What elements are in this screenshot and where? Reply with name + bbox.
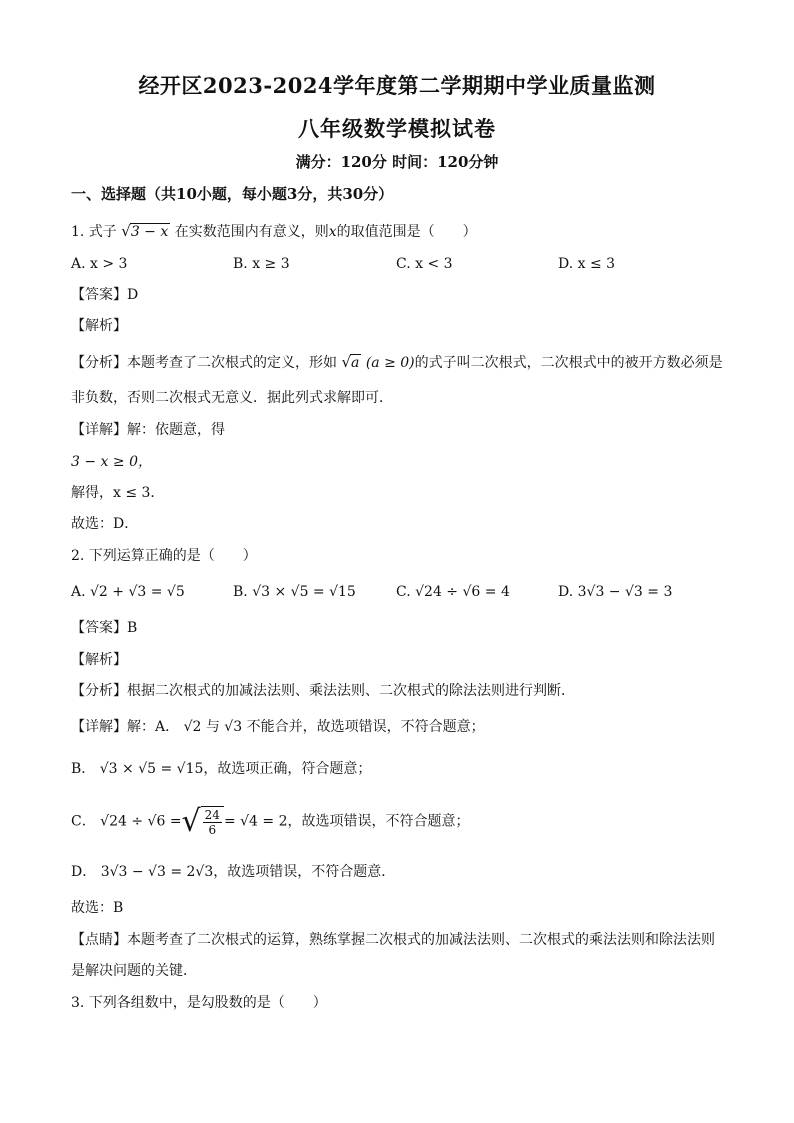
q2-line-b	[71, 759, 371, 779]
q2-stem: 2. 下列运算正确的是（ ）	[71, 548, 257, 564]
q2-line-c-math2: = √4 = 2	[223, 813, 288, 830]
q2-line-b-prefix: B．	[71, 761, 96, 777]
sqrt-symbol: √	[121, 222, 131, 240]
q1-fenxi-line2: 非负数，否则二次根式无意义．据此列式求解即可．	[71, 390, 393, 406]
q2-line-d-math: 3√3 − √3 = 2√3	[100, 864, 214, 880]
q2-option-d: D. 3√3 − √3 = 3	[558, 584, 673, 600]
q2-line-d	[71, 862, 395, 882]
q2-dianjing-text-a: 本题考查了二次根式的运算，熟练掌握二次根式的加减法法则、二次根式的乘法法则和除法法则	[127, 932, 715, 948]
q1-option-b: B. x ≥ 3	[233, 256, 290, 272]
sqrt-symbol: √	[341, 353, 352, 371]
xiangjie-tag: 【详解】	[71, 422, 127, 438]
q1-analysis-tag: 【解析】	[71, 318, 127, 334]
q2-xiangjie-a-suffix: 不能合并，故选项错误，不符合题意；	[246, 719, 485, 735]
q2-line-c-fraction-root	[181, 803, 224, 839]
q2-xiangjie-a-prefix: 解：A．	[127, 719, 180, 735]
q1-fenxi-text-b: 的式子叫二次根式，二次根式中的被开方数必须是	[414, 355, 723, 371]
exam-subtitle: 八年级数学模拟试卷	[298, 116, 496, 141]
q1-answer	[71, 285, 138, 305]
q1-fenxi-text-a: 本题考查了二次根式的定义，形如	[127, 355, 337, 371]
q1-fenxi-radicand: a	[351, 355, 360, 371]
q1-option-a: A. x > 3	[71, 256, 128, 272]
q2-option-a: A. √2 + √3 = √5	[71, 584, 185, 600]
q1-option-d: D. x ≤ 3	[558, 256, 616, 272]
score-time-line: 满分：120分 时间：120分钟	[295, 153, 499, 171]
q1-stem	[71, 221, 477, 242]
q1-step2: 解得，x ≤ 3．	[71, 485, 165, 501]
q2-analysis-tag: 【解析】	[71, 652, 127, 668]
q2-xiangjie-a-math: √2 与 √3	[183, 719, 243, 735]
q2-choice: 故选：B	[71, 900, 124, 916]
q2-line-c-suffix: ，故选项错误，不符合题意；	[287, 813, 470, 830]
q2-answer-value: B	[127, 620, 138, 636]
dianjing-tag: 【点睛】	[71, 932, 127, 948]
q1-variable: x	[328, 224, 337, 240]
answer-tag: 【答案】	[71, 620, 127, 636]
q1-xiangjie-text: 解：依题意，得	[127, 422, 225, 438]
fraction-numerator: 24	[204, 808, 220, 822]
q1-stem-middle: 在实数范围内有意义，则	[174, 224, 329, 240]
q2-answer	[71, 618, 137, 638]
q1-stem-prefix: 1. 式子	[71, 224, 117, 240]
xiangjie-tag: 【详解】	[71, 719, 127, 735]
q1-choice: 故选：D．	[71, 516, 139, 532]
q2-line-b-math: √3 × √5 = √15	[99, 761, 204, 777]
q2-xiangjie-a	[71, 717, 485, 737]
q1-stem-suffix: 的取值范围是（ ）	[336, 224, 477, 240]
q2-fenxi-text: 根据二次根式的加减法法则、乘法法则、二次根式的除法法则进行判断．	[127, 683, 575, 699]
q1-radicand: 3 − x	[130, 224, 169, 240]
q2-option-c: C. √24 ÷ √6 = 4	[396, 584, 510, 600]
q2-option-b: B. √3 × √5 = √15	[233, 584, 356, 600]
section-heading-choice: 一、选择题（共10小题，每小题3分，共30分）	[71, 185, 394, 203]
answer-tag: 【答案】	[71, 287, 127, 303]
fraction-denominator: 6	[208, 823, 217, 837]
q1-fenxi-condition: (a ≥ 0)	[365, 355, 415, 371]
sqrt-symbol: √	[181, 803, 201, 839]
q1-xiangjie	[71, 420, 225, 440]
q1-fenxi-line1	[71, 352, 723, 373]
exam-title: 经开区2023-2024学年度第二学期期中学业质量监测	[138, 73, 656, 98]
fenxi-tag: 【分析】	[71, 355, 127, 371]
q2-dianjing-line1	[71, 930, 715, 950]
q2-line-d-suffix: ，故选项错误，不符合题意．	[213, 864, 396, 880]
q2-line-b-suffix: ，故选项正确，符合题意；	[203, 761, 372, 777]
q2-line-c	[71, 803, 470, 839]
q2-line-c-math1: √24 ÷ √6 =	[100, 813, 182, 830]
q1-answer-value: D	[127, 287, 139, 303]
q1-option-c: C. x < 3	[396, 256, 453, 272]
q2-fenxi	[71, 681, 575, 701]
q2-dianjing-line2: 是解决问题的关键．	[71, 963, 197, 979]
q3-stem: 3. 下列各组数中，是勾股数的是（ ）	[71, 995, 327, 1011]
fenxi-tag: 【分析】	[71, 683, 127, 699]
q2-line-d-prefix: D．	[71, 864, 97, 880]
q1-step1: 3 − x ≥ 0，	[71, 454, 152, 470]
q2-line-c-prefix: C．	[71, 813, 96, 830]
